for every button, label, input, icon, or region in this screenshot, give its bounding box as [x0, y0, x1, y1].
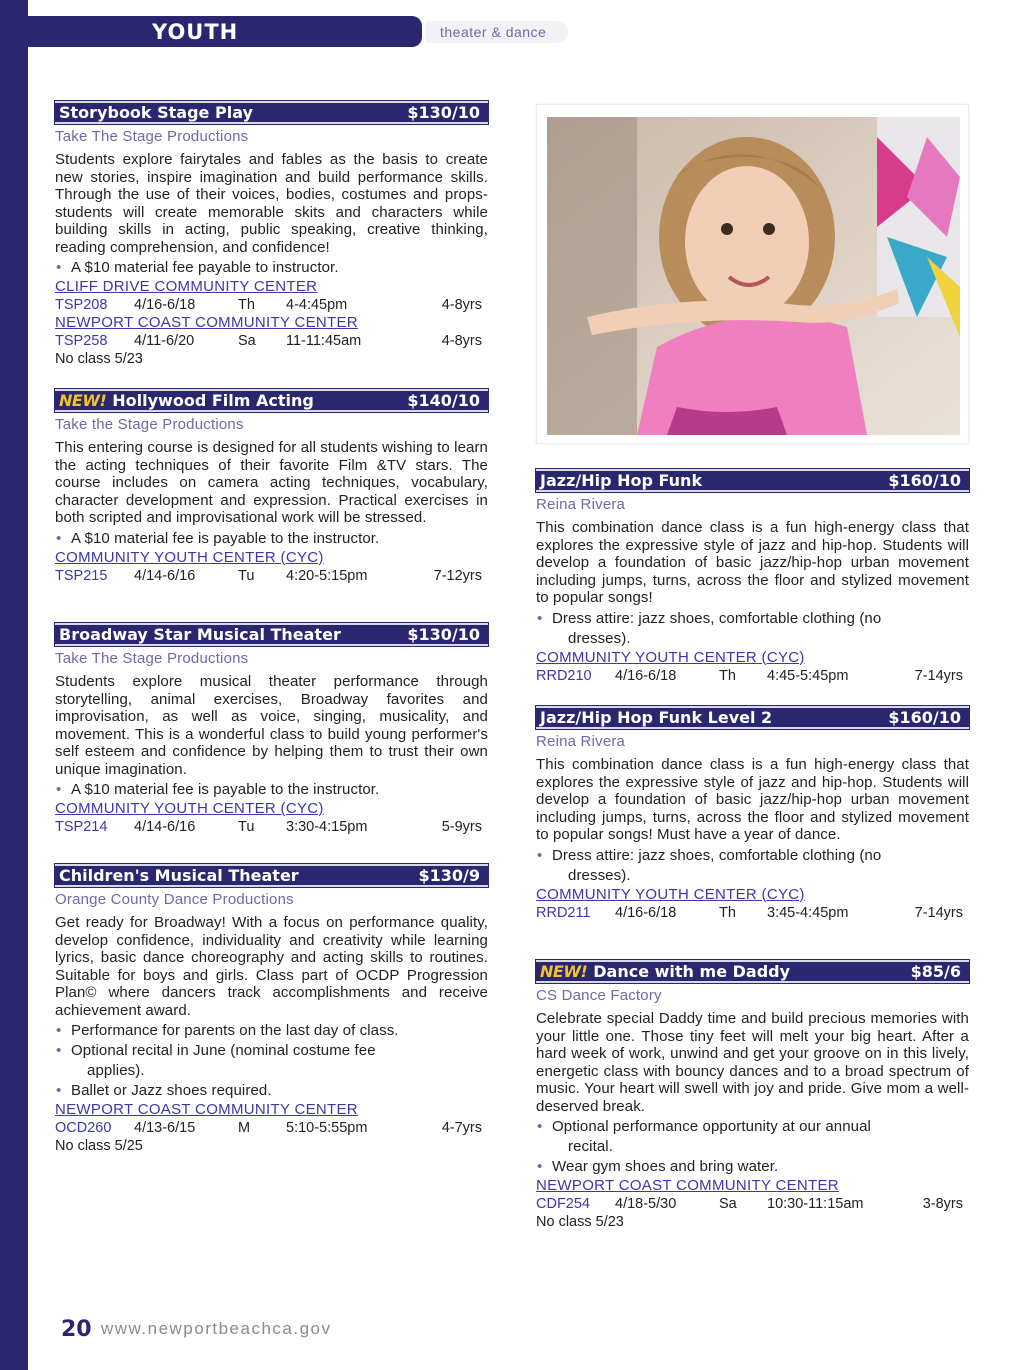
- course-code: RRD210: [536, 667, 592, 684]
- course-title-bar: [55, 623, 488, 646]
- course-name: Jazz/Hip Hop Funk: [540, 471, 703, 490]
- page-number: 20: [61, 1317, 92, 1342]
- course-dates: 4/11-6/20: [134, 333, 195, 349]
- course-time: 3:45-4:45pm: [767, 904, 849, 921]
- no-class-note: No class 5/25: [55, 1138, 143, 1154]
- course-code: TSP208: [55, 297, 108, 313]
- course-dance-with-me-daddy: [536, 960, 969, 1231]
- course-description: Students explore musical theater performance through storytelling, animal exercises, Broadway favorites and improvisation, as well as voice, singing, musicality, and movement. This is a wonderful class to build young performer's self esteem and confidence by helping them to trust their own unique imagination.: [55, 673, 488, 778]
- course-title-bar: [536, 469, 969, 492]
- course-note-item: • A $10 material fee is payable to the instructor.: [55, 780, 488, 800]
- location-link[interactable]: COMMUNITY YOUTH CENTER (CYC): [55, 548, 324, 566]
- course-price: $160/10: [888, 471, 961, 490]
- left-accent-bar: [0, 0, 28, 1370]
- course-dates: 4/13-6/15: [134, 1120, 196, 1136]
- course-name: Broadway Star Musical Theater: [59, 625, 341, 644]
- course-code: OCD260: [55, 1120, 112, 1136]
- course-ages: 4-8yrs: [441, 333, 482, 349]
- course-title-bar: [55, 389, 488, 412]
- course-time: 4-4:45pm: [286, 297, 348, 313]
- course-note-item: • A $10 material fee payable to instructor.: [55, 258, 488, 278]
- course-notes-list: [536, 846, 969, 886]
- course-description: This combination dance class is a fun high-energy class that explores the expressive style of jazz and hip-hop. Students will develop a foundation of basic jazz/hip-hop urban movement including jumps, turns, across the floor and stylized movement to popular songs!: [536, 519, 969, 606]
- course-time: 5:10-5:55pm: [286, 1120, 368, 1136]
- photo-frame: [536, 104, 969, 444]
- course-description: Get ready for Broadway! With a focus on performance quality, develop confidence, individuality and creativity while learning lyrics, basic dance choreography and acting skills to routines. Suitable for boys and girls. Class part of OCDP Progression Plan© where dancers track accomplishments and receive achievement award.: [55, 914, 488, 1019]
- course-provider: Reina Rivera: [536, 733, 626, 750]
- course-notes-list: [55, 1021, 488, 1101]
- no-class-note: No class 5/23: [55, 351, 143, 367]
- course-jazz-hip-hop-funk: [536, 469, 969, 685]
- schedule-row: [536, 1195, 969, 1213]
- course-dates: 4/16-6/18: [134, 297, 196, 313]
- schedule-row: [55, 818, 488, 836]
- course-name: Hollywood Film Acting: [112, 391, 314, 410]
- schedule-row: [55, 1119, 488, 1137]
- course-ages: 7-12yrs: [433, 567, 482, 584]
- new-badge: NEW!: [59, 391, 107, 410]
- course-time: 11-11:45am: [286, 333, 362, 349]
- course-price: $130/10: [407, 625, 480, 644]
- course-day: Sa: [719, 1196, 737, 1212]
- schedule-row: [536, 904, 969, 922]
- course-ages: 4-8yrs: [441, 297, 482, 313]
- course-title-bar: [536, 706, 969, 729]
- course-dates: 4/14-6/16: [134, 819, 196, 835]
- course-ages: 7-14yrs: [914, 904, 963, 921]
- course-note-item: • Dress attire: jazz shoes, comfortable clothing (no dresses).: [536, 846, 969, 886]
- course-note-item: • Wear gym shoes and bring water.: [536, 1157, 969, 1177]
- location-link[interactable]: COMMUNITY YOUTH CENTER (CYC): [536, 648, 805, 666]
- schedule-row: [55, 296, 488, 314]
- course-day: Tu: [238, 819, 255, 835]
- location-link[interactable]: NEWPORT COAST COMMUNITY CENTER: [55, 314, 358, 331]
- course-day: M: [238, 1120, 251, 1136]
- course-notes-list: [536, 1117, 969, 1177]
- course-price: $140/10: [407, 391, 480, 410]
- course-provider: CS Dance Factory: [536, 987, 662, 1004]
- course-dates: 4/14-6/16: [134, 567, 196, 584]
- course-note-item: • Optional performance opportunity at our annual recital.: [536, 1117, 969, 1157]
- course-provider: Take The Stage Productions: [55, 128, 249, 145]
- course-code: RRD211: [536, 904, 591, 921]
- course-provider: Orange County Dance Productions: [55, 891, 294, 908]
- course-note-item: • A $10 material fee is payable to the instructor.: [55, 529, 488, 549]
- course-ages: 3-8yrs: [922, 1196, 963, 1212]
- course-day: Tu: [238, 567, 255, 584]
- course-name: Children's Musical Theater: [59, 866, 299, 885]
- course-time: 3:30-4:15pm: [286, 819, 368, 835]
- course-name: Dance with me Daddy: [593, 962, 791, 981]
- course-day: Th: [238, 297, 255, 313]
- course-ages: 4-7yrs: [441, 1120, 482, 1136]
- course-time: 4:20-5:15pm: [286, 567, 368, 584]
- course-notes-list: [55, 780, 488, 800]
- course-code: TSP258: [55, 333, 108, 349]
- website-link[interactable]: www.newportbeachca.gov: [101, 1319, 332, 1338]
- course-description: Students explore fairytales and fables as the basis to create new stories, inspire imagination and build performance skills. Through the use of their voices, bodies, costumes and props-students will create memorable skits and characters while building skills in acting, public speaking, creative thinking, reading comprehension, and confidence!: [55, 151, 488, 256]
- course-title-bar: [55, 864, 488, 887]
- course-time: 4:45-5:45pm: [767, 667, 849, 684]
- course-price: $85/6: [910, 962, 961, 981]
- course-title-bar: [55, 101, 488, 124]
- schedule-row: [55, 567, 488, 585]
- course-day: Th: [719, 904, 736, 921]
- course-hollywood-film-acting: [55, 389, 488, 585]
- course-notes-list: [536, 609, 969, 649]
- course-ages: 5-9yrs: [441, 819, 482, 835]
- location-link[interactable]: CLIFF DRIVE COMMUNITY CENTER: [55, 278, 318, 295]
- schedule-row: [55, 332, 488, 350]
- course-storybook-stage-play: [55, 101, 488, 368]
- location-link[interactable]: NEWPORT COAST COMMUNITY CENTER: [536, 1177, 839, 1194]
- course-provider: Take the Stage Productions: [55, 416, 244, 433]
- course-notes-list: [55, 258, 488, 278]
- course-provider: Take The Stage Productions: [55, 650, 249, 667]
- section-title: YOUTH: [152, 20, 239, 44]
- location-link[interactable]: NEWPORT COAST COMMUNITY CENTER: [55, 1101, 358, 1118]
- course-day: Sa: [238, 333, 256, 349]
- course-name: Jazz/Hip Hop Funk Level 2: [540, 708, 773, 727]
- course-dates: 4/16-6/18: [615, 904, 677, 921]
- course-description: This entering course is designed for all students wishing to learn the acting techniques of their favorite Film &TV stars. The course includes on camera acting techniques, vocabulary, character development and expression. Practical exercises in both scripted and improvisational work will be stressed.: [55, 439, 488, 526]
- course-broadway-star-musical-theater: [55, 623, 488, 836]
- schedule-row: [536, 667, 969, 685]
- course-code: TSP214: [55, 819, 108, 835]
- course-dates: 4/16-6/18: [615, 667, 677, 684]
- course-note-item: • Optional recital in June (nominal costume fee applies).: [55, 1041, 488, 1081]
- course-dates: 4/18-5/30: [615, 1196, 677, 1212]
- course-description: Celebrate special Daddy time and build precious memories with your little one. Those tiny feet will melt your big heart. After a hard week of work, unwind and get your groove on in this lively, energetic class with bouncy dances and to a broad spectrum of music. Your heart will swell with joy and pride. Give mom a well-deserved break.: [536, 1010, 969, 1115]
- course-price: $160/10: [888, 708, 961, 727]
- course-title-bar: [536, 960, 969, 983]
- course-notes-list: [55, 529, 488, 549]
- course-price: $130/9: [418, 866, 480, 885]
- photo-illustration: [547, 117, 960, 435]
- course-childrens-musical-theater: [55, 864, 488, 1155]
- course-note-item: • Performance for parents on the last day of class.: [55, 1021, 488, 1041]
- course-description: This combination dance class is a fun high-energy class that explores the expressive style of jazz and hip-hop. Students will develop a foundation of basic jazz/hip-hop urban movement including jumps, turns, across the floor and stylized movement to popular songs! Must have a year of dance.: [536, 756, 969, 843]
- course-ages: 7-14yrs: [914, 667, 963, 684]
- course-provider: Reina Rivera: [536, 496, 626, 513]
- course-jazz-hip-hop-funk-level-2: [536, 706, 969, 922]
- course-price: $130/10: [407, 103, 480, 122]
- new-badge: NEW!: [540, 962, 588, 981]
- course-name: Storybook Stage Play: [59, 103, 253, 122]
- course-note-item: • Ballet or Jazz shoes required.: [55, 1081, 488, 1101]
- no-class-note: No class 5/23: [536, 1214, 624, 1230]
- dancing-girl-photo: [547, 117, 960, 435]
- course-note-item: • Dress attire: jazz shoes, comfortable clothing (no dresses).: [536, 609, 969, 649]
- course-time: 10:30-11:15am: [767, 1196, 864, 1212]
- location-link[interactable]: COMMUNITY YOUTH CENTER (CYC): [55, 800, 324, 817]
- course-day: Th: [719, 667, 736, 684]
- location-link[interactable]: COMMUNITY YOUTH CENTER (CYC): [536, 885, 805, 903]
- course-code: CDF254: [536, 1196, 590, 1212]
- subsection-title: theater & dance: [440, 24, 547, 40]
- course-code: TSP215: [55, 567, 108, 584]
